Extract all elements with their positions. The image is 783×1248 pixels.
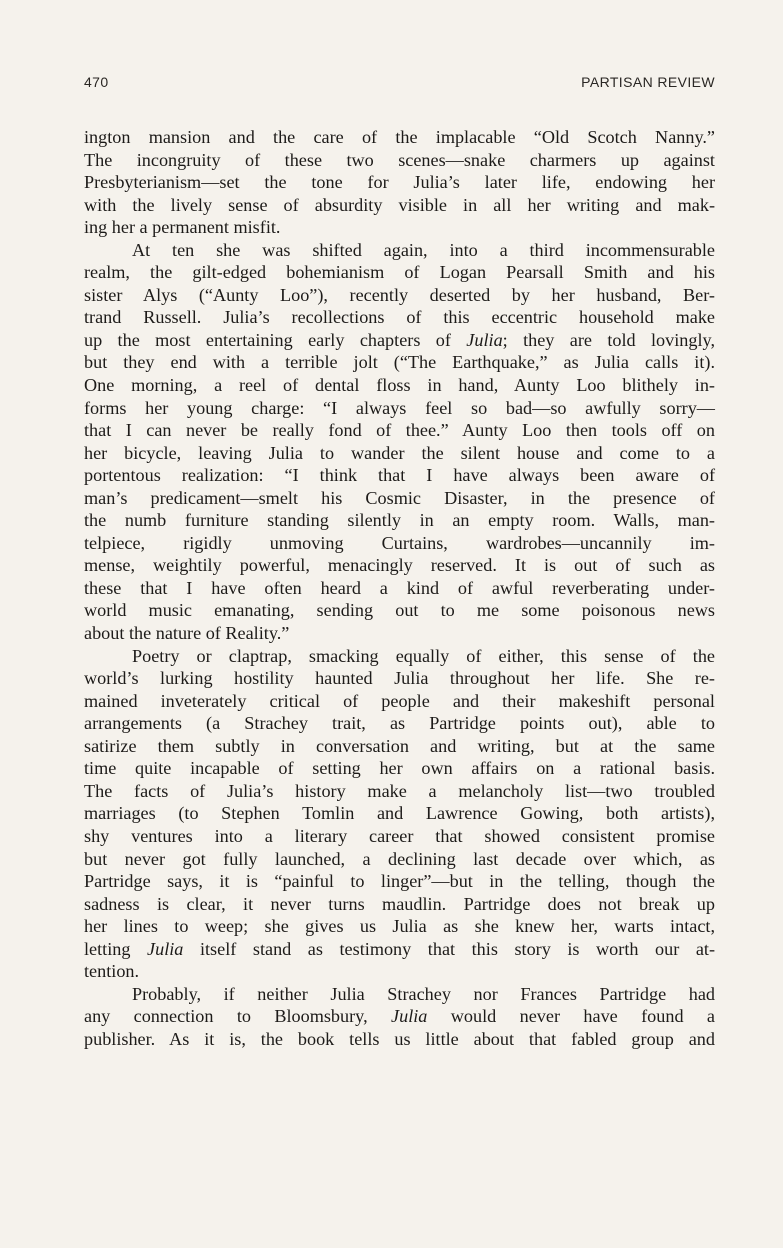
text-line: that I can never be really fond of thee.” Aunty Loo then tools off on	[84, 420, 715, 441]
text-line: tention.	[84, 961, 140, 982]
text-line: publisher. As it is, the book tells us little about that fabled group and	[84, 1028, 715, 1049]
text-line: sadness is clear, it never turns maudlin. Partridge does not break up	[84, 893, 715, 914]
text-line	[84, 938, 715, 961]
text-line: realm, the gilt-edged bohemianism of Logan Pearsall Smith and his	[84, 262, 715, 283]
text-line: time quite incapable of setting her own affairs on a rational basis.	[84, 758, 715, 779]
text-line: with the lively sense of absurdity visible in all her writing and mak-	[84, 194, 715, 215]
text-line: world music emanating, sending out to me some poisonous news	[84, 600, 715, 621]
text-line: The incongruity of these two scenes—snake charmers up against	[84, 149, 715, 170]
text-line: Poetry or claptrap, smacking equally of either, this sense of the	[132, 645, 715, 666]
book-title-italic: Julia	[391, 1006, 428, 1027]
text-line: world’s lurking hostility haunted Julia throughout her life. She re-	[84, 668, 715, 689]
text-line: marriages (to Stephen Tomlin and Lawrence Gowing, both artists),	[84, 803, 715, 824]
text-line: At ten she was shifted again, into a third incommensurable	[132, 239, 715, 260]
running-title: PARTISAN REVIEW	[581, 74, 715, 90]
text-line: mense, weightily powerful, menacingly reserved. It is out of such as	[84, 555, 715, 576]
text-line: ing her a permanent misfit.	[84, 217, 281, 238]
text-segment: itself stand as testimony that this story is worth our at-	[183, 938, 715, 959]
text-line: her bicycle, leaving Julia to wander the silent house and come to a	[84, 442, 715, 463]
text-line: her lines to weep; she gives us Julia as she knew her, warts intact,	[84, 916, 715, 937]
text-line: these that I have often heard a kind of awful reverberating under-	[84, 577, 715, 598]
text-line: ington mansion and the care of the implacable “Old Scotch Nanny.”	[84, 127, 715, 147]
text-line: forms her young charge: “I always feel so bad—so awfully sorry—	[84, 397, 715, 418]
text-line: Partridge says, it is “painful to linger”—but in the telling, though the	[84, 871, 715, 892]
text-line: Presbyterianism—set the tone for Julia’s later life, endowing her	[84, 172, 715, 193]
body-text	[84, 126, 715, 1050]
text-line: arrangements (a Strachey trait, as Partridge points out), able to	[84, 713, 715, 734]
text-line: man’s predicament—smelt his Cosmic Disaster, in the presence of	[84, 487, 715, 508]
text-segment: ; they are told lovingly,	[502, 329, 715, 350]
text-line: but never got fully launched, a declining last decade over which, as	[84, 848, 715, 869]
text-line: but they end with a terrible jolt (“The Earthquake,” as Julia calls it).	[84, 352, 715, 373]
text-segment: letting	[84, 938, 148, 959]
text-line: trand Russell. Julia’s recollections of this eccentric household make	[84, 307, 715, 328]
text-line	[84, 1005, 715, 1028]
text-line: shy ventures into a literary career that showed consistent promise	[84, 825, 715, 846]
text-line: the numb furniture standing silently in an empty room. Walls, man-	[84, 510, 715, 531]
text-line: about the nature of Reality.”	[84, 623, 290, 644]
text-line: portentous realization: “I think that I have always been aware of	[84, 465, 715, 486]
text-line: The facts of Julia’s history make a melancholy list—two troubled	[84, 780, 715, 801]
text-line: Probably, if neither Julia Strachey nor Frances Partridge had	[132, 983, 715, 1004]
text-line	[84, 329, 715, 352]
book-title-italic: Julia	[466, 329, 503, 350]
text-segment: would never have found a	[427, 1006, 716, 1027]
page-header	[84, 74, 715, 94]
text-line: satirize them subtly in conversation and writing, but at the same	[84, 735, 715, 756]
text-segment: up the most entertaining early chapters of	[84, 329, 467, 350]
text-line: One morning, a reel of dental floss in hand, Aunty Loo blithely in-	[84, 375, 715, 396]
text-segment: any connection to Bloomsbury,	[84, 1006, 392, 1027]
text-line: mained inveterately critical of people and their makeshift personal	[84, 690, 715, 711]
text-line: sister Alys (“Aunty Loo”), recently deserted by her husband, Ber-	[84, 284, 715, 305]
page-number: 470	[84, 74, 109, 90]
text-line: telpiece, rigidly unmoving Curtains, wardrobes—uncannily im-	[84, 532, 715, 553]
book-title-italic: Julia	[147, 938, 184, 959]
